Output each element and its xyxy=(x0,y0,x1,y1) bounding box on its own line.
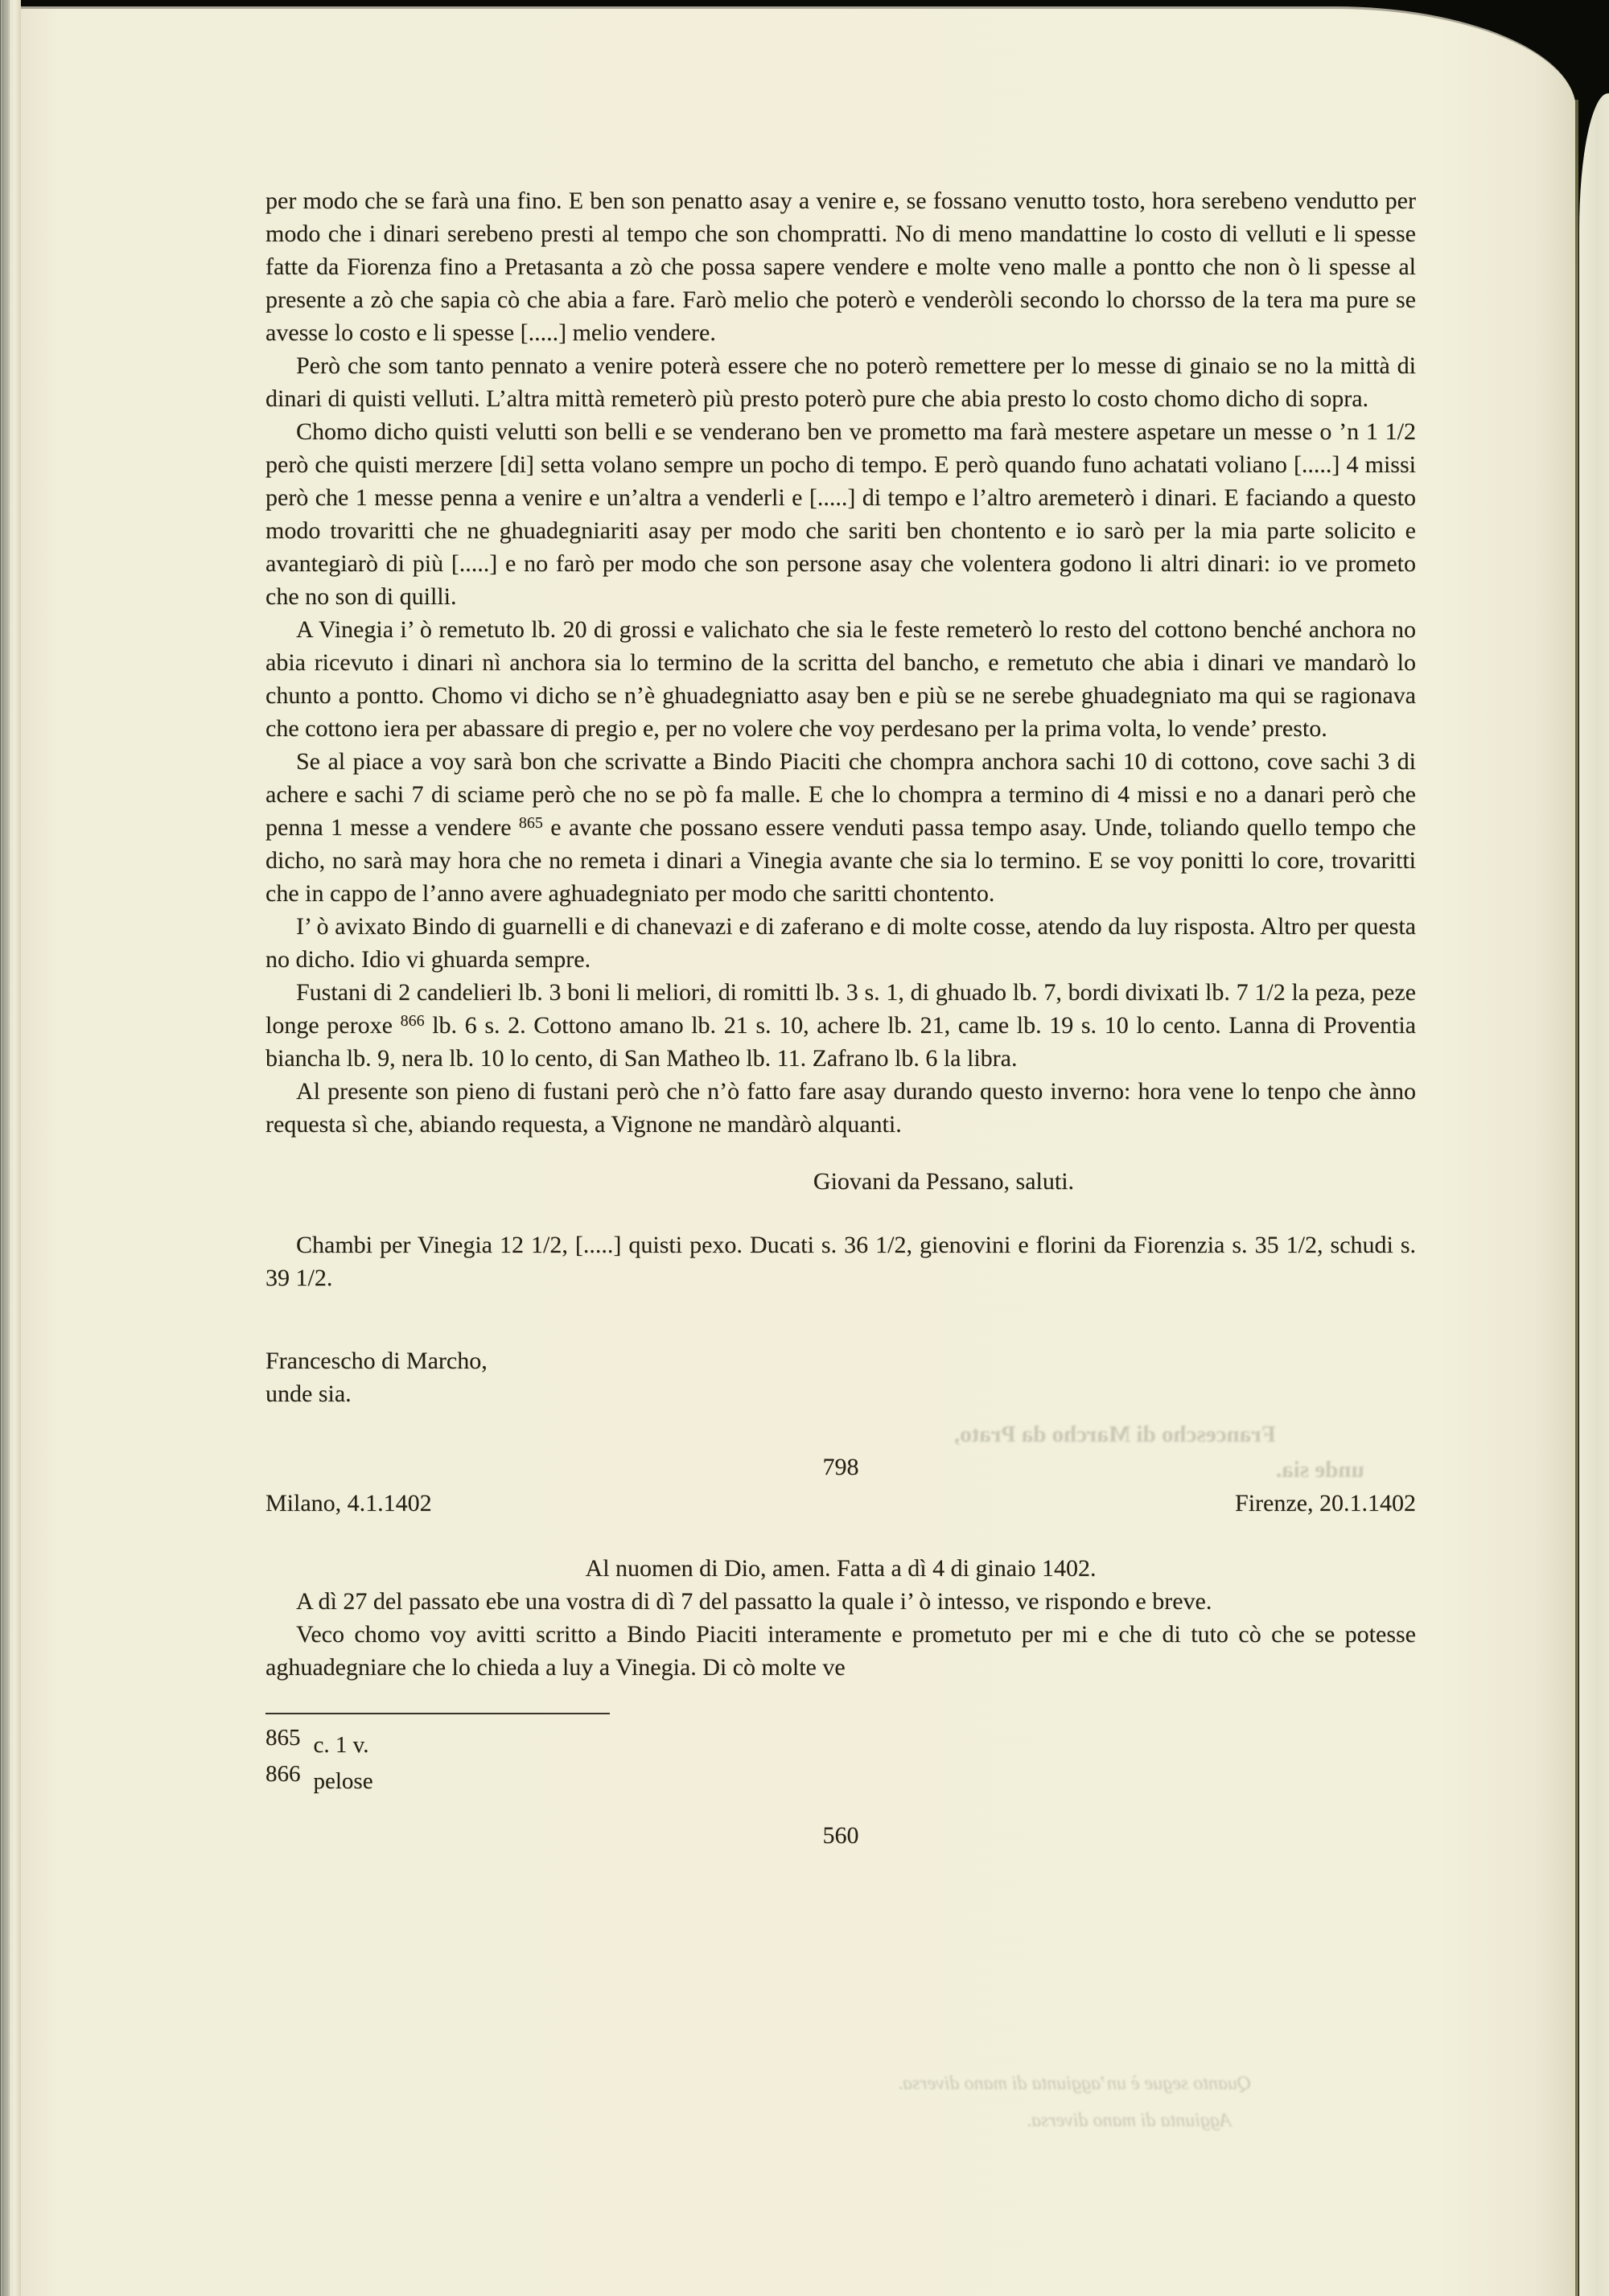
footnote-item xyxy=(265,1763,1416,1800)
letter-paragraph: Se al piace a voy sarà bon che scrivatte a Bindo Piaciti che chompra anchora sachi 10 di cottono, cove sachi 3 di achere e sachi 7 di sciame però che no se pò fa malle. E che lo chompra a termino di 4 missi e no a danari però che penna 1 messe a vendere $^{865}$ e avante che possano essere venduti passa tempo asay. Unde, toliando quello tempo che dicho, no sarà may hora che no remeta i dinari a Vinegia avante che sia lo termino. E se voy ponitti lo core, trovaritti che in cappo de l’anno avere aghuadegniato per modo che saritti chontento. xyxy=(265,748,1417,907)
footnote-text: pelose xyxy=(313,1768,373,1794)
sender-name-line: Francescho di Marcho, xyxy=(265,1348,488,1374)
second-letter-body xyxy=(265,1585,1416,1684)
footnote-reference: 865 xyxy=(518,814,543,832)
letter-paragraph: I’ ò avixato Bindo di guarnelli e di chanevazi e di zaferano e di molte cosse, atendo da luy risposta. Altro per questa no dicho. Idio vi ghuarda sempre. xyxy=(265,913,1416,973)
footnote-rule xyxy=(265,1713,610,1714)
letter-paragraph: Chambi per Vinegia 12 1/2, [.....] quisti pexo. Ducati s. 36 1/2, gienovini e florini da Fiorenzia s. 35 1/2, schudi s. 39 1/2. xyxy=(265,1232,1416,1291)
bleedthrough-text: Quanto segue è un’aggiunta di mano diversa. xyxy=(898,2073,1252,2094)
dateline-origin: Milano, 4.1.1402 xyxy=(265,1490,432,1516)
letter-paragraph: Veco chomo voy avitti scritto a Bindo Piaciti interamente e prometuto per mi e che di tuto cò che se potesse aghuadegniare che lo chieda a luy a Vinegia. Di cò molte ve xyxy=(265,1621,1416,1681)
letter-paragraph: Però che som tanto pennato a venire poterà essere che no poterò remettere per lo messe di ginaio se no la mittà di dinari di quisti velluti. L’altra mittà remeterò più presto poterò pure che abia presto lo costo chomo dicho di sopra. xyxy=(265,352,1416,412)
letter-paragraph: A dì 27 del passato ebe una vostra di dì 7 del passatto la quale i’ ò intesso, ve rispondo e breve. xyxy=(296,1588,1212,1615)
gutter-shadow-line xyxy=(1575,100,1578,2296)
invocation-line: Al nuomen di Dio, amen. Fatta a dì 4 di ginaio 1402. xyxy=(585,1555,1097,1582)
bleedthrough-text: unde sia. xyxy=(1276,1457,1364,1483)
letter-paragraph: Al presente son pieno di fustani però che n’ò fatto fare asay durando questo inverno: hora vene lo tenpo che ànno requesta sì che, abiando requesta, a Vignone ne mandàrò alquanti. xyxy=(265,1078,1416,1138)
folio-number: 560 xyxy=(822,1822,859,1849)
dateline-row xyxy=(265,1487,1416,1520)
footnote-reference: 866 xyxy=(400,1012,425,1030)
footnote-list xyxy=(265,1727,1416,1800)
sender-block xyxy=(265,1344,1416,1410)
sender-unde-sia-line: unde sia. xyxy=(265,1380,352,1407)
letter-paragraph: Fustani di 2 candelieri lb. 3 boni li meliori, di romitti lb. 3 s. 1, di ghuado lb. 7, bordi divixati lb. 7 1/2 la peza, peze longe peroxe $^{866}$ lb. 6 s. 2. Cottono amano lb. 21 s. 10, achere lb. 21, came lb. 19 s. 10 lo cento. Lanna di Proventia biancha lb. 9, nera lb. 10 lo cento, di San Matheo lb. 11. Zafrano lb. 6 la libra. xyxy=(265,979,1416,1072)
letter-paragraph: A Vinegia i’ ò remetuto lb. 20 di grossi e valichato che sia le feste remeterò lo resto del cottono benché anchora no abia ricevuto i dinari nì anchora sia lo termino de la scritta del bancho, e remetuto che abia i dinari ve mandarò lo chunto a pontto. Chomo vi dicho se n’è ghuadegniatto asay ben e più se ne serebe ghuadegniato ma qui se ragionava che cottono iera per abassare di pregio e, per no volere che voy perdesano per la prima volta, lo vende’ presto. xyxy=(265,616,1416,742)
letter-paragraph: Chomo dicho quisti velutti son belli e se venderano ben ve prometto ma farà mestere aspetare un messe o ’n 1 1/2 però che quisti merzere [di] setta volano sempre un pocho di tempo. E però quando funo achatati voliano [.....] 4 missi però che 1 messe penna a venire e un’altra a venderli e [.....] di tempo e l’altro aremeterò i dinari. E faciando a questo modo trovaritti che ne ghuadegniariti asay per modo che sariti ben chontento e io sarò per la mia parte solicito e avantegiarò di più [.....] e no farò per modo che son persone asay che volentera godono li altri dinari: io ve prometo che no son di quilli. xyxy=(265,418,1416,610)
dateline-destination: Firenze, 20.1.1402 xyxy=(1235,1490,1416,1516)
footnote-number: 865 xyxy=(265,1725,301,1751)
bleedthrough-text: Francescho di Marcho da Prato, xyxy=(954,1422,1276,1447)
footnote-item xyxy=(265,1727,1416,1763)
signature-line: Giovani da Pessano, saluti. xyxy=(813,1168,1075,1195)
first-letter-body xyxy=(265,184,1416,1141)
book-page xyxy=(21,6,1576,2296)
page-stack-edge xyxy=(0,0,21,2296)
footnote-text: c. 1 v. xyxy=(313,1732,369,1758)
letter-paragraph: per modo che se farà una fino. E ben son penatto asay a venire e, se fossano venutto tosto, hora serebeno vendutto per modo che i dinari serebeno presti al tempo che son chompratti. No di meno mandattine lo costo di velluti e li spesse fatte da Fiorenza fino a Pretasanta a zò che possa sapere vendere e molte veno malle a pontto che non ò li spesse al presente a zò che sapia cò che abia a fare. Farò melio che poterò e venderòli secondo lo chorsso de la tera ma pure se avesse lo costo e li spesse [.....] melio vendere. xyxy=(265,187,1416,346)
exchange-rates-paragraph xyxy=(265,1228,1416,1294)
facing-page-edge xyxy=(1579,93,1609,2296)
letter-number-heading: 798 xyxy=(822,1454,859,1480)
bleedthrough-text: Aggiunta di mano diversa. xyxy=(1027,2110,1232,2131)
letter-text-block xyxy=(265,184,1416,1852)
footnote-number: 866 xyxy=(265,1761,301,1787)
